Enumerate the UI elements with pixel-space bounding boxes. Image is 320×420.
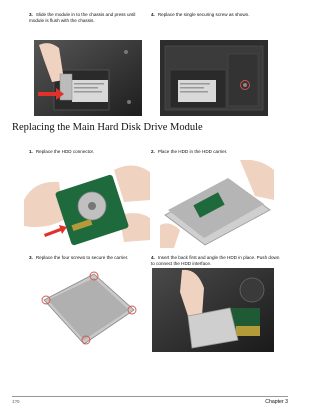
step-text: [151, 149, 281, 155]
step-text: [29, 149, 144, 155]
step-description: Replace the four screws to secure the carrier.: [35, 255, 129, 260]
hdd-connector-photo: [24, 160, 150, 248]
step-number: 1.: [29, 149, 33, 154]
footer-divider: [12, 396, 288, 397]
hdd-carrier-photo: [160, 160, 274, 248]
step-text: [29, 255, 144, 261]
step-number: 3.: [29, 255, 33, 260]
step-description: Insert the back first and angle the HDD in place. Push down to connect the HDD interface.: [151, 255, 280, 266]
insert-hdd-photo: [152, 268, 274, 352]
step-text: [29, 12, 144, 23]
step-description: Slide the module in to the chassis and press until module is flush with the chassis.: [29, 12, 136, 23]
step-text: [151, 12, 281, 18]
step-description: Replace the single securing screw as shown.: [157, 12, 250, 17]
step-description: Replace the HDD connector.: [35, 149, 95, 154]
module-insert-photo: [34, 40, 142, 116]
step-description: Place the HDD in the HDD carrier.: [157, 149, 228, 154]
step-number: 4.: [151, 255, 155, 260]
section-title: Replacing the Main Hard Disk Drive Module: [12, 122, 203, 133]
step-text: [151, 255, 281, 266]
chapter-label: Chapter 3: [265, 399, 288, 405]
carrier-screws-photo: [30, 270, 144, 350]
securing-screw-photo: [160, 40, 268, 116]
step-number: 4.: [151, 12, 155, 17]
step-number: 2.: [151, 149, 155, 154]
page-number: 1?0: [12, 399, 20, 404]
step-number: 3.: [29, 12, 33, 17]
